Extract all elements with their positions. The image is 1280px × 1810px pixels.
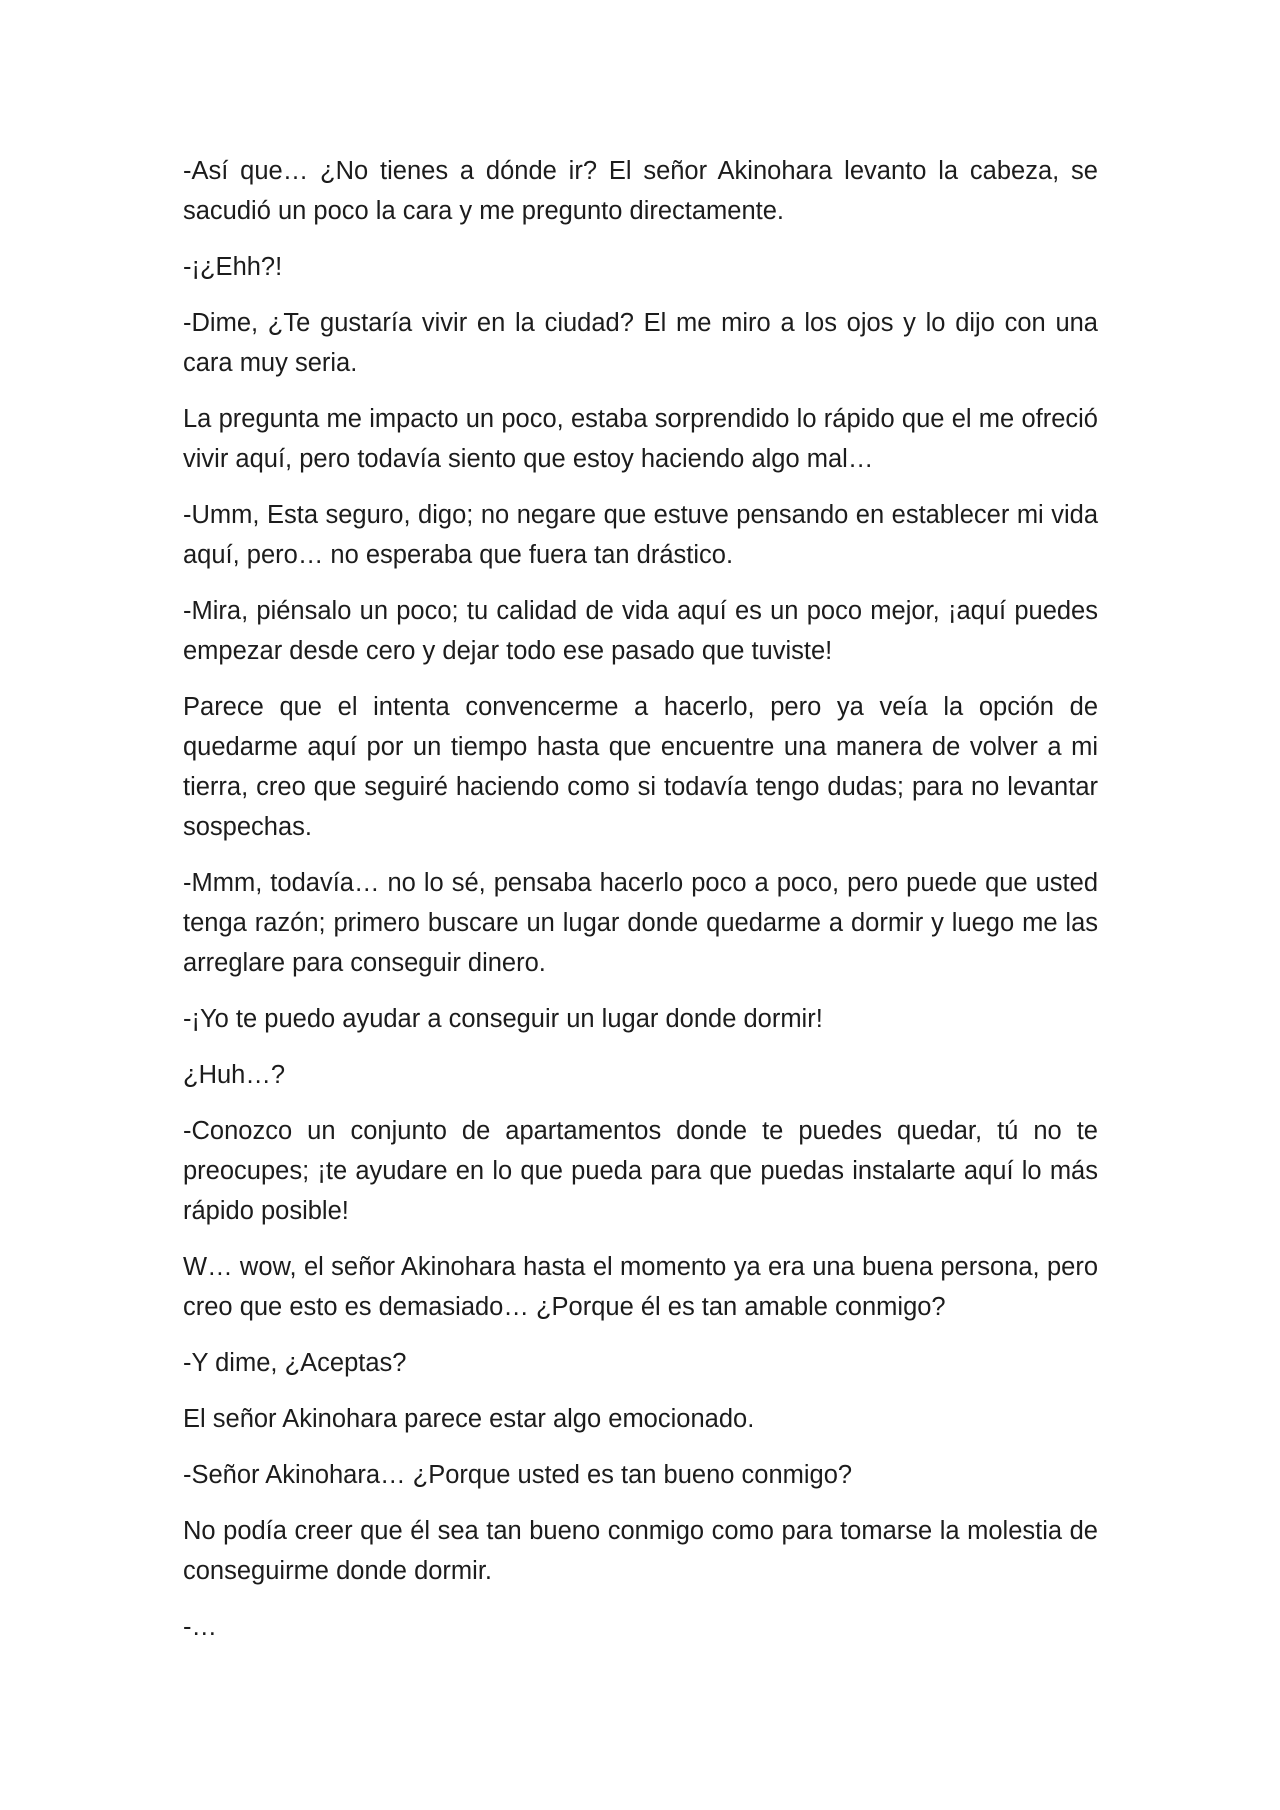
paragraph: No podía creer que él sea tan bueno conmigo como para tomarse la molestia de conseguirme donde dormir. (183, 1517, 1098, 1585)
paragraph: -Umm, Esta seguro, digo; no negare que estuve pensando en establecer mi vida aquí, pero… no esperaba que fuera tan drástico. (183, 501, 1098, 569)
paragraph: -… (183, 1613, 217, 1641)
paragraph: -Señor Akinohara… ¿Porque usted es tan bueno conmigo? (183, 1461, 853, 1489)
paragraph: -¡¿Ehh?! (183, 253, 283, 281)
paragraph: -Mira, piénsalo un poco; tu calidad de vida aquí es un poco mejor, ¡aquí puedes empezar desde cero y dejar todo ese pasado que tuviste! (183, 597, 1098, 665)
paragraph: -Así que… ¿No tienes a dónde ir? El señor Akinohara levanto la cabeza, se sacudió un poco la cara y me pregunto directamente. (183, 157, 1098, 225)
paragraph: ¿Huh…? (183, 1061, 286, 1089)
paragraph: La pregunta me impacto un poco, estaba sorprendido lo rápido que el me ofreció vivir aquí, pero todavía siento que estoy haciendo algo mal… (183, 405, 1098, 473)
document-page (183, 151, 1098, 1663)
paragraph: El señor Akinohara parece estar algo emocionado. (183, 1405, 755, 1433)
paragraph: Parece que el intenta convencerme a hacerlo, pero ya veía la opción de quedarme aquí por un tiempo hasta que encuentre una manera de volver a mi tierra, creo que seguiré haciendo como si todavía tengo dudas; para no levantar sospechas. (183, 693, 1098, 841)
paragraph: -Conozco un conjunto de apartamentos donde te puedes quedar, tú no te preocupes; ¡te ayudare en lo que pueda para que puedas instalarte aquí lo más rápido posible! (183, 1117, 1098, 1225)
paragraph: -¡Yo te puedo ayudar a conseguir un lugar donde dormir! (183, 1005, 823, 1033)
paragraph: -Dime, ¿Te gustaría vivir en la ciudad? El me miro a los ojos y lo dijo con una cara muy seria. (183, 309, 1098, 377)
paragraph: -Y dime, ¿Aceptas? (183, 1349, 407, 1377)
paragraph: W… wow, el señor Akinohara hasta el momento ya era una buena persona, pero creo que esto es demasiado… ¿Porque él es tan amable conmigo? (183, 1253, 1098, 1321)
paragraph: -Mmm, todavía… no lo sé, pensaba hacerlo poco a poco, pero puede que usted tenga razón; primero buscare un lugar donde quedarme a dormir y luego me las arreglare para conseguir dinero. (183, 869, 1098, 977)
